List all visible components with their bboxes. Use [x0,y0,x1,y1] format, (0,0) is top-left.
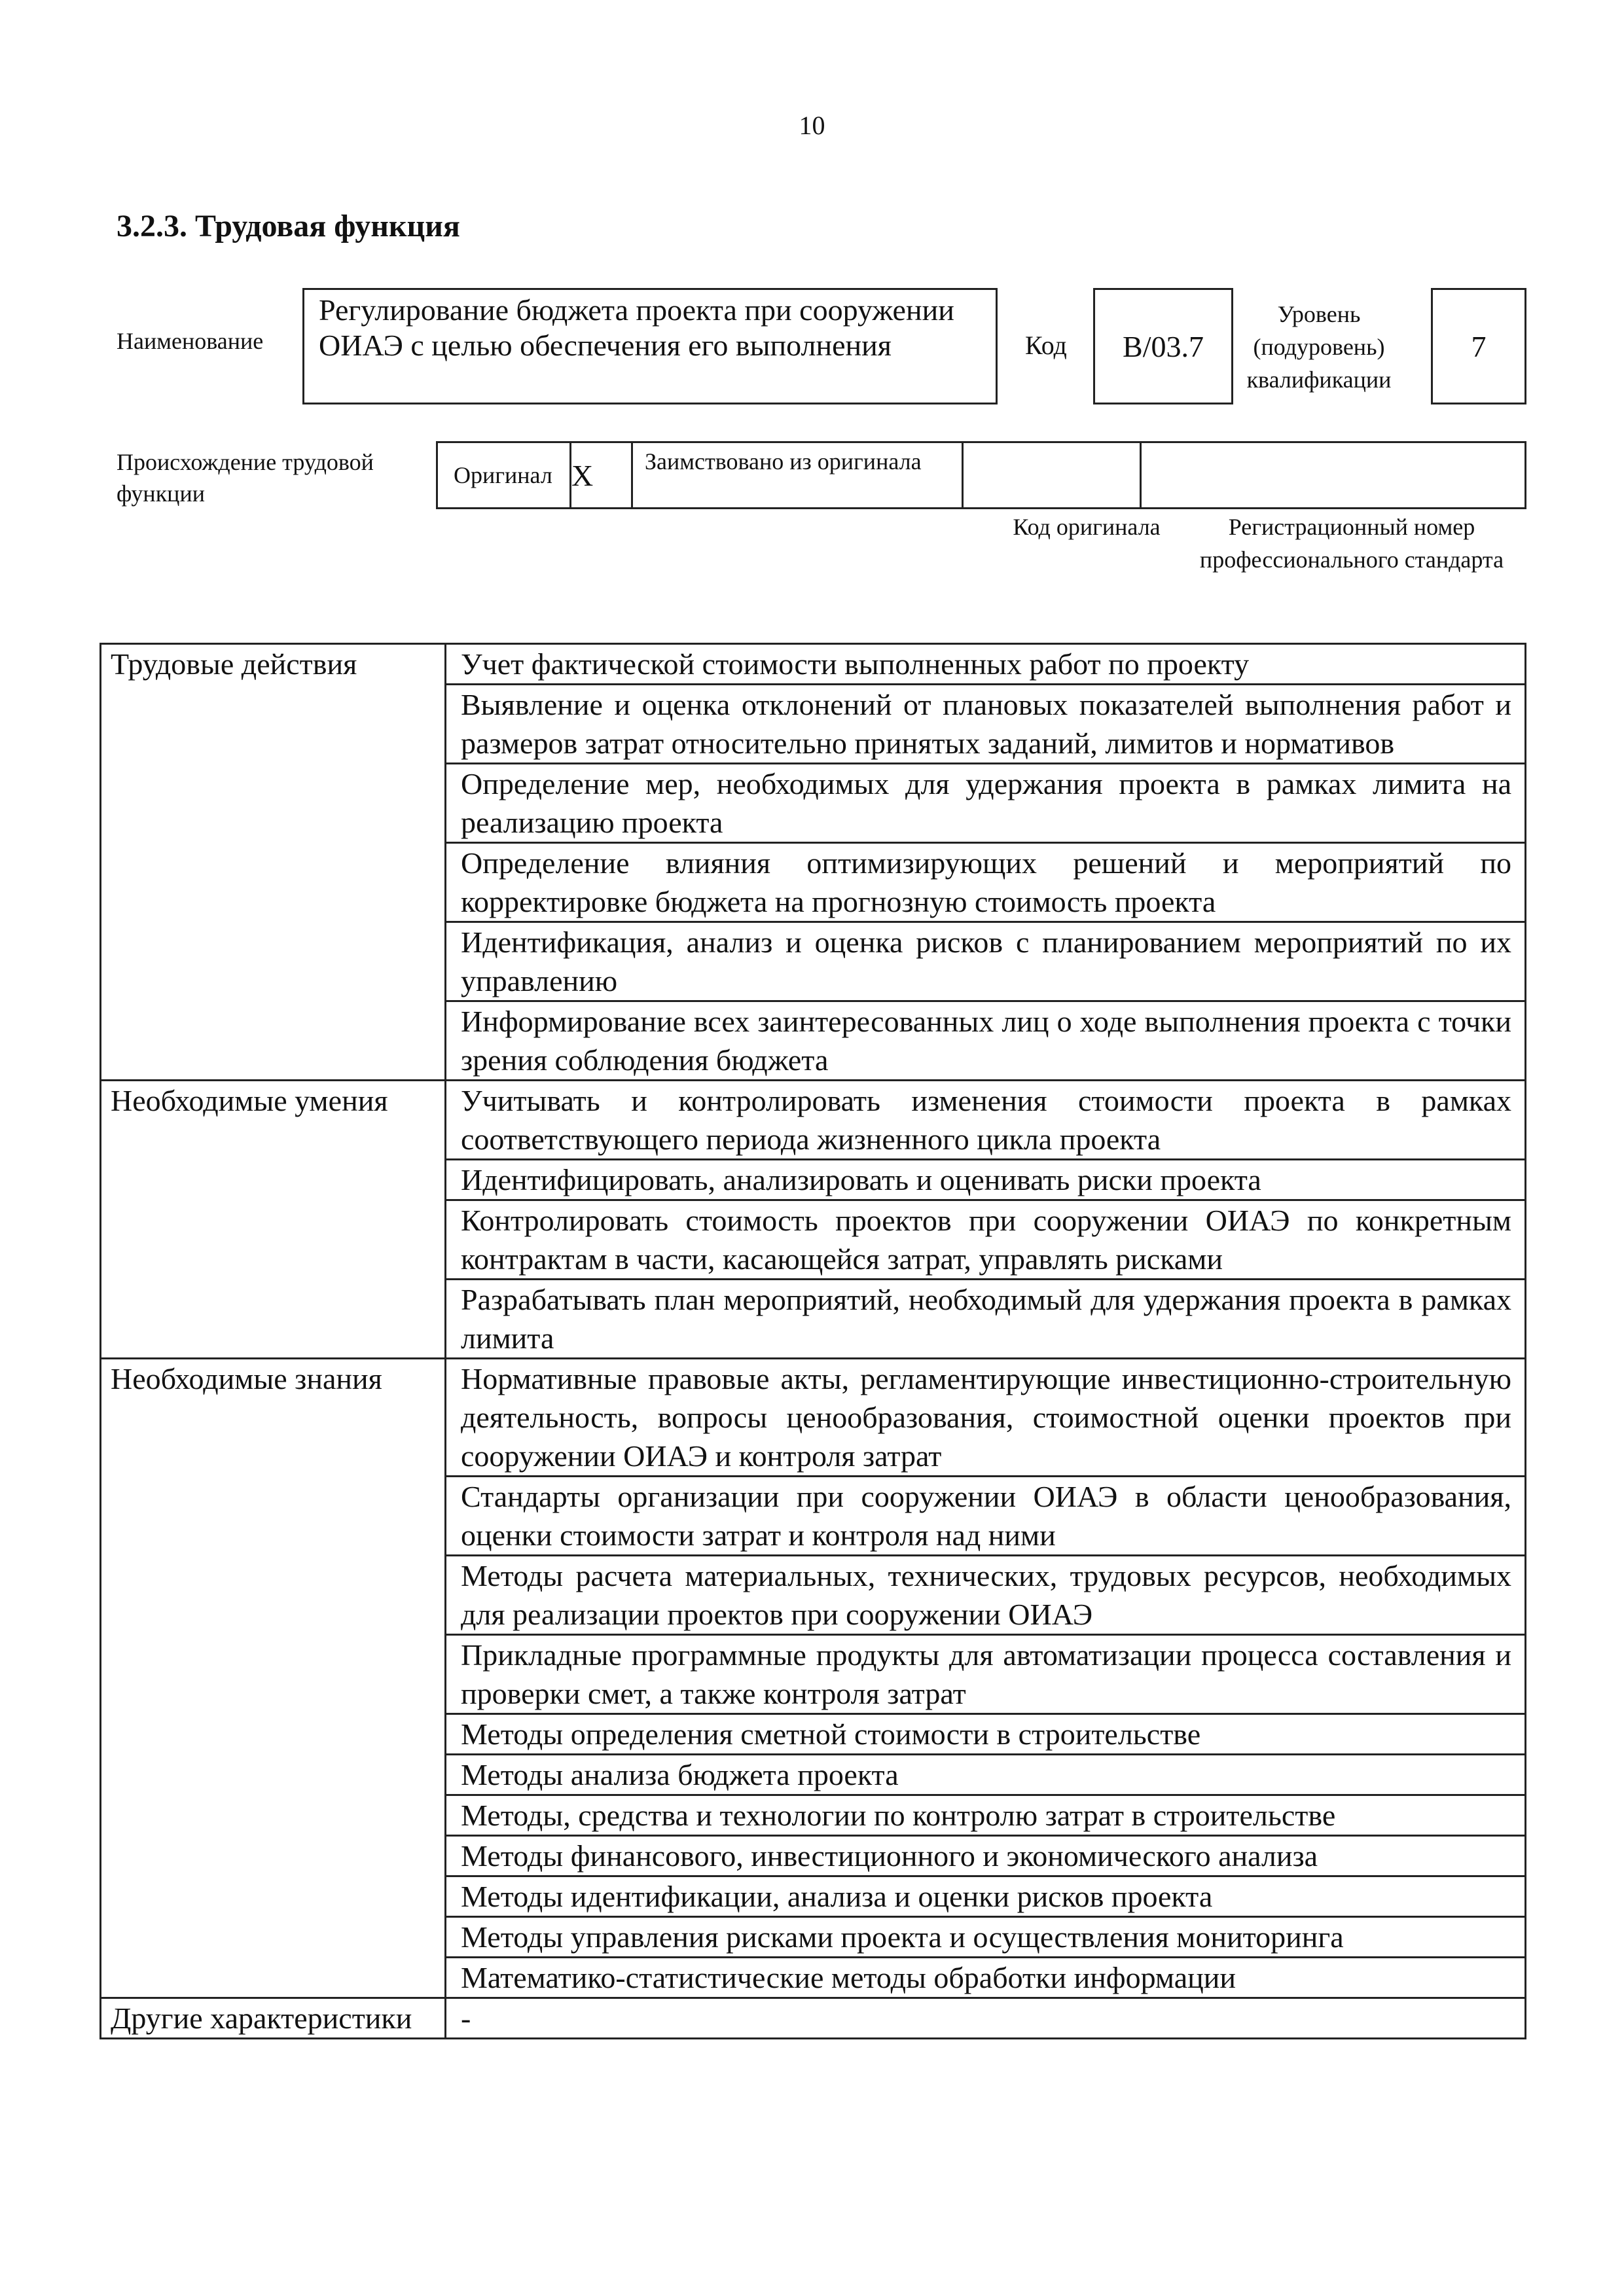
item-cell: Идентификация, анализ и оценка рисков с планированием мероприятий по их управлению [446,922,1526,1001]
level-label: Уровень (подуровень) квалификации [1246,301,1392,393]
item-cell: Методы идентификации, анализа и оценки рисков проекта [446,1876,1526,1917]
category-cell: Необходимые знания [101,1359,446,1998]
table-row [101,644,1526,685]
item-cell: Математико-статистические методы обработки информации [446,1958,1526,1998]
original-mark: X [571,443,633,507]
item-cell: Контролировать стоимость проектов при сооружении ОИАЭ по конкретным контрактам в части, касающейся затрат, управлять рисками [446,1200,1526,1280]
reg-number-label: Регистрационный номер профессионального стандарта [1199,514,1504,573]
item-cell: Учет фактической стоимости выполненных работ по проекту [446,644,1526,685]
section-title: 3.2.3. Трудовая функция [117,209,460,243]
item-cell: Прикладные программные продукты для автоматизации процесса составления и проверки смет, а также контроля затрат [446,1635,1526,1714]
item-cell: - [446,1998,1526,2039]
item-cell: Выявление и оценка отклонений от плановых показателей выполнения работ и размеров затрат относительно принятых заданий, лимитов и нормативов [446,685,1526,764]
table-row [101,1081,1526,1160]
item-cell: Определение мер, необходимых для удержания проекта в рамках лимита на реализацию проекта [446,764,1526,843]
code-original-cell [964,443,1142,507]
item-cell: Стандарты организации при сооружении ОИАЭ в области ценообразования, оценки стоимости затрат и контроля над ними [446,1477,1526,1556]
item-cell: Разрабатывать план мероприятий, необходимый для удержания проекта в рамках лимита [446,1280,1526,1359]
origin-label: Происхождение трудовой функции [117,449,374,507]
reg-number-cell [1142,443,1525,507]
item-cell: Методы определения сметной стоимости в строительстве [446,1714,1526,1755]
table-row [101,1998,1526,2039]
item-cell: Методы финансового, инвестиционного и экономического анализа [446,1836,1526,1876]
table-row [101,1359,1526,1477]
code-value-box: B/03.7 [1093,288,1233,404]
original-label: Оригинал [438,443,571,507]
code-label: Код [1025,331,1067,360]
name-value-box: Регулирование бюджета проекта при сооружении ОИАЭ с целью обеспечения его выполнения [302,288,998,404]
item-cell: Учитывать и контролировать изменения стоимости проекта в рамках соответствующего периода жизненного цикла проекта [446,1081,1526,1160]
item-cell: Методы управления рисками проекта и осуществления мониторинга [446,1917,1526,1958]
page-number: 10 [799,111,825,140]
item-cell: Методы расчета материальных, технических, трудовых ресурсов, необходимых для реализации проектов при сооружении ОИАЭ [446,1556,1526,1635]
item-cell: Идентифицировать, анализировать и оценивать риски проекта [446,1160,1526,1200]
borrowed-label: Заимствовано из оригинала [633,443,964,507]
category-cell: Другие характеристики [101,1998,446,2039]
item-cell: Методы, средства и технологии по контролю затрат в строительстве [446,1795,1526,1836]
functions-table [99,643,1526,2039]
item-cell: Методы анализа бюджета проекта [446,1755,1526,1795]
code-original-label: Код оригинала [1013,514,1161,540]
category-cell: Трудовые действия [101,644,446,1081]
origin-row [436,441,1526,509]
item-cell: Информирование всех заинтересованных лиц о ходе выполнения проекта с точки зрения соблюдения бюджета [446,1001,1526,1081]
category-cell: Необходимые умения [101,1081,446,1359]
item-cell: Нормативные правовые акты, регламентирующие инвестиционно-строительную деятельность, вопросы ценообразования, стоимостной оценки проектов при сооружении ОИАЭ и контроля затрат [446,1359,1526,1477]
item-cell: Определение влияния оптимизирующих решений и мероприятий по корректировке бюджета на прогнозную стоимость проекта [446,843,1526,922]
name-label: Наименование [117,328,264,354]
level-value-box: 7 [1431,288,1526,404]
